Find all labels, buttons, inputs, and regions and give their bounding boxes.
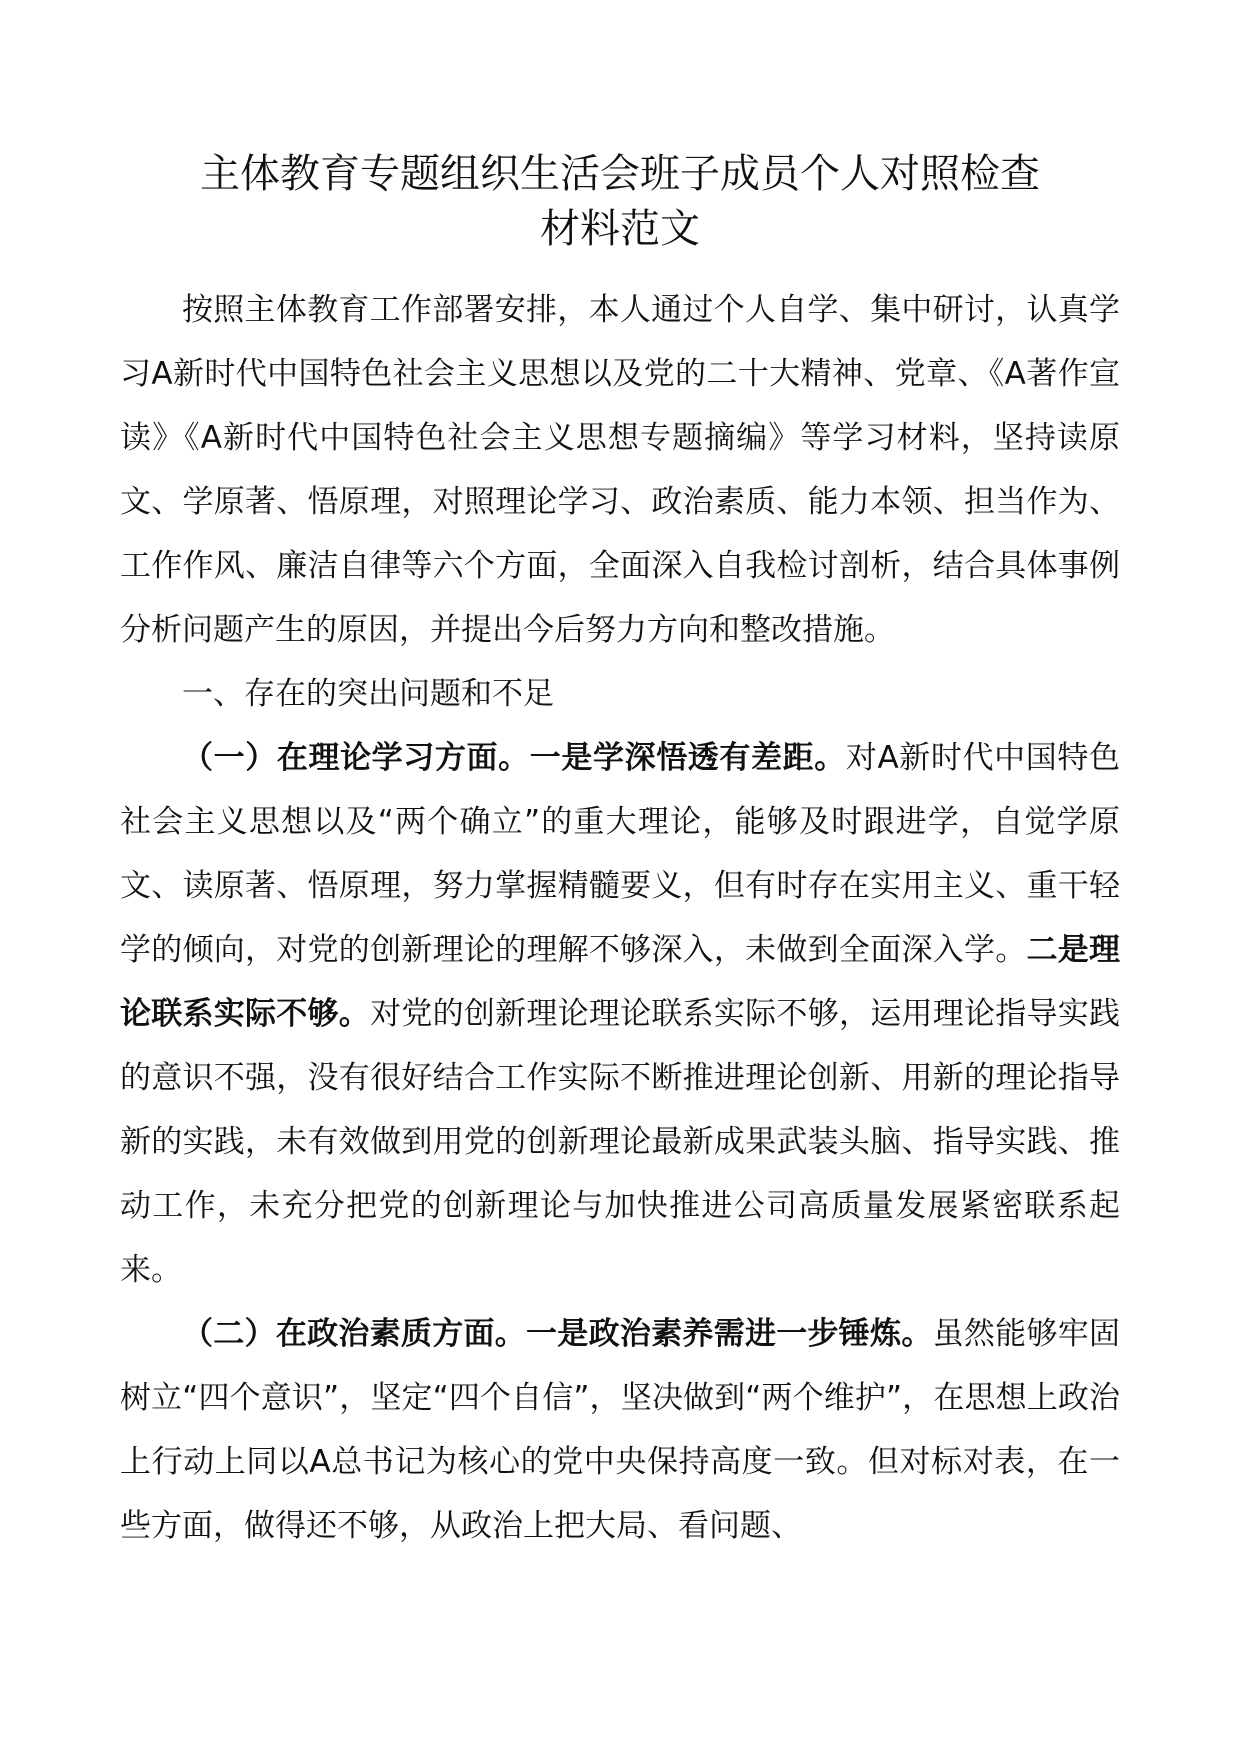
theory-study-text-a: 对A新时代中国特色社会主义思想以及“两个确立”的重大理论，能够及时跟进学，自觉学原文、读原著、悟原理，努力掌握精髓要义，但有时存在实用主义、重干轻学的倾向，对党的创新理论的理解不够深入，未做到全面深入学。 [120, 740, 1120, 968]
document-body [120, 278, 1120, 1558]
political-quality-lead: （二）在政治素质方面。一是政治素养需进一步锤炼。 [182, 1316, 933, 1352]
theory-study-paragraph [120, 726, 1120, 1302]
section1-heading: 一、存在的突出问题和不足 [182, 676, 554, 712]
document-title-line2: 材料范文 [540, 206, 700, 252]
political-quality-paragraph [120, 1302, 1120, 1558]
political-quality-text: 虽然能够牢固树立“四个意识”，坚定“四个自信”，坚决做到“两个维护”，在思想上政治上行动上同以A总书记为核心的党中央保持高度一致。但对标对表，在一些方面，做得还不够，从政治上把大局、看问题、 [120, 1316, 1121, 1544]
theory-practice-text: 对党的创新理论理论联系实际不够，运用理论指导实践的意识不强，没有很好结合工作实际不断推进理论创新、用新的理论指导新的实践，未有效做到用党的创新理论最新成果武装头脑、指导实践、推动工作，未充分把党的创新理论与加快推进公司高质量发展紧密联系起来。 [120, 996, 1121, 1288]
intro-paragraph: 按照主体教育工作部署安排，本人通过个人自学、集中研讨，认真学习A新时代中国特色社会主义思想以及党的二十大精神、党章、《A著作宣读》《A新时代中国特色社会主义思想专题摘编》等学习材料，坚持读原文、学原著、悟原理，对照理论学习、政治素质、能力本领、担当作为、工作作风、廉洁自律等六个方面，全面深入自我检讨剖析，结合具体事例分析问题产生的原因，并提出今后努力方向和整改措施。 [120, 292, 1120, 648]
theory-practice-lead: 二是理论联系实际不够。 [120, 932, 1121, 1032]
document-title-line1: 主体教育专题组织生活会班子成员个人对照检查 [200, 151, 1040, 197]
theory-study-lead: （一）在理论学习方面。一是学深悟透有差距。 [182, 740, 846, 776]
